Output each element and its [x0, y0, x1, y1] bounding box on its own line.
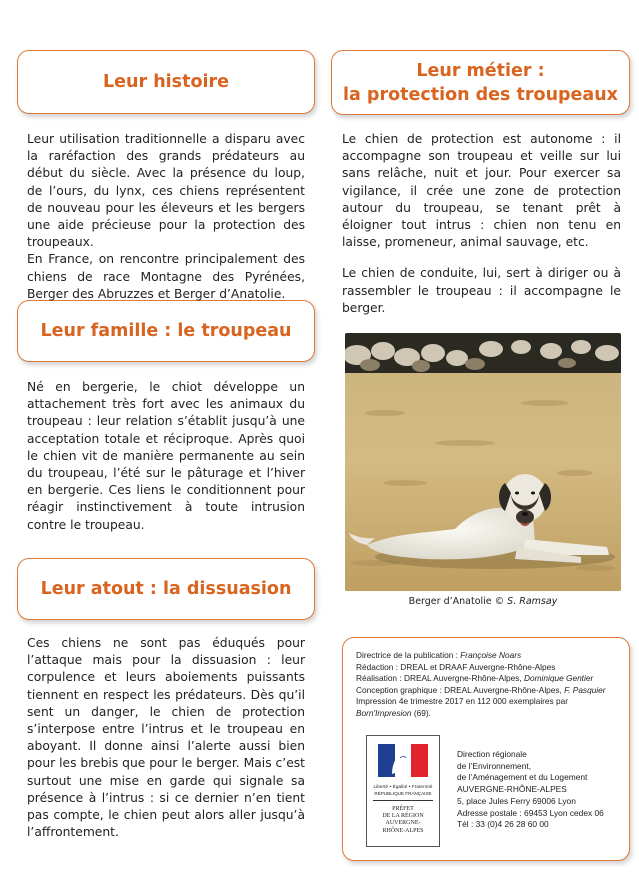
dog-photo — [345, 333, 621, 591]
address-line5: 5, place Jules Ferry 69006 Lyon — [457, 795, 576, 806]
logo-divider — [373, 800, 433, 801]
credit-realisation-label: Réalisation : DREAL Auvergne-Rhône-Alpes, — [356, 673, 525, 684]
heading-leur-atout — [17, 558, 315, 620]
credit-impression: Impression 4e trimestre 2017 en 112 000 exemplaires par — [356, 696, 568, 707]
marianne-flag-icon — [378, 744, 428, 777]
heading-leur-histoire — [17, 50, 315, 114]
section-famille-text — [27, 379, 305, 534]
heading-leur-metier — [331, 50, 630, 115]
prefet-line1: PRÉFET — [392, 806, 414, 812]
republique-label: RÉPUBLIQUE FRANÇAISE — [374, 791, 432, 796]
credit-printer-name: Born'Impresion — [356, 707, 412, 718]
publication-credits — [356, 650, 618, 720]
heading-text-line1: Leur métier : — [416, 60, 545, 81]
credit-redaction: Rédaction : DREAL et DRAAF Auvergne-Rhône-Alpes — [356, 661, 556, 672]
credit-realisation-name: Dominique Gentier — [524, 673, 594, 684]
publication-box — [342, 637, 630, 861]
dreal-address — [457, 749, 622, 831]
credit-director-name: Françoise Noars — [460, 650, 522, 660]
histoire-paragraph-1: Leur utilisation traditionnelle a disparu avec la raréfaction des grands prédateurs au début du siècle. Avec la présence du loup, de l’ours, du lynx, ces chiens représentent de nouveau pour les éleveurs et les bergers une aide précieuse pour la protection des troupeaux. — [27, 132, 305, 250]
address-line3: de l’Aménagement et du Logement — [457, 772, 588, 783]
credit-conception-name: F. Pasquier — [564, 684, 606, 695]
address-line4: AUVERGNE-RHÔNE-ALPES — [457, 784, 567, 795]
heading-leur-famille — [17, 300, 315, 362]
heading-text: Leur histoire — [103, 72, 229, 92]
prefet-logo — [366, 735, 440, 847]
prefet-line2: DE LA RÉGION — [382, 813, 424, 820]
atout-paragraph-1: Ces chiens ne sont pas éduqués pour l’attaque mais pour la dissuasion : leur corpulence et leurs aboiements puissants tiennent en respect les prédateurs. Dès qu’il sent un danger, le chien de protection s’interpose entre l’intrus et le troupeau en aboyant. Il donne ainsi l’alerte aussi bien pour les brebis que pour le berger. Mais c’est surtout une mise en garde qui signale sa présence à l’intrus : si ce dernier n’en tient pas compte, le chien peut alors aller jusqu’à l’affrontement. — [27, 636, 305, 840]
section-histoire-text — [27, 131, 305, 303]
section-atout-text — [27, 635, 305, 841]
credit-director-label: Directrice de la publication : — [356, 650, 461, 660]
histoire-paragraph-2: En France, on rencontre principalement des chiens de race Montagne des Pyrénées, Berger des Abruzzes et Berger d’Anatolie. — [27, 252, 305, 301]
heading-text: Leur atout : la dissuasion — [40, 579, 292, 599]
prefet-line4: RHÔNE-ALPES — [382, 827, 424, 834]
address-line1: Direction régionale — [457, 749, 527, 759]
metier-paragraph-1: Le chien de protection est autonome : il accompagne son troupeau et veille sur lui sans relâche, nuit et jour. Pour exercer sa vigilance, il crée une zone de protection autour du troupeau, se tenant prêt à éloigner tout intrus : chien non tenu en laisse, promeneur, animal sauvage, etc. — [342, 132, 621, 250]
heading-text: Leur famille : le troupeau — [40, 321, 292, 341]
anatolian-shepherd-illustration — [345, 333, 621, 591]
section-metier-text — [342, 131, 621, 317]
caption-author: S. Ramsay — [507, 596, 558, 607]
credit-printer-suffix: (69). — [411, 707, 431, 718]
address-line7: Tél : 33 (0)4 26 28 60 00 — [457, 819, 549, 830]
prefet-line3: AUVERGNE- — [385, 820, 421, 827]
republique-motto: Liberté • Égalité • Fraternité — [373, 784, 433, 789]
heading-text-line2: la protection des troupeaux — [343, 84, 618, 105]
address-line6: Adresse postale : 69453 Lyon cedex 06 — [457, 807, 604, 818]
photo-caption — [345, 596, 621, 607]
prefet-label — [369, 806, 437, 835]
famille-paragraph-1: Né en bergerie, le chiot développe un attachement très fort avec les animaux du troupeau : leur relation s’établit jusqu’à une acceptation totale et réciproque. Après quoi le chien vit de manière permanente au sein du troupeau, l’été sur le pâturage et l’hiver en bergerie. Ces liens le conditionnent pour réagir instinctivement à toute intrusion contre le troupeau. — [27, 380, 305, 532]
address-line2: de l’Environnement, — [457, 760, 532, 771]
credit-conception-label: Conception graphique : DREAL Auvergne-Rhône-Alpes, — [356, 684, 565, 695]
metier-paragraph-2: Le chien de conduite, lui, sert à diriger ou à rassembler le troupeau : il accompagne le berger. — [342, 266, 621, 315]
caption-prefix: Berger d’Anatolie © — [408, 596, 508, 607]
